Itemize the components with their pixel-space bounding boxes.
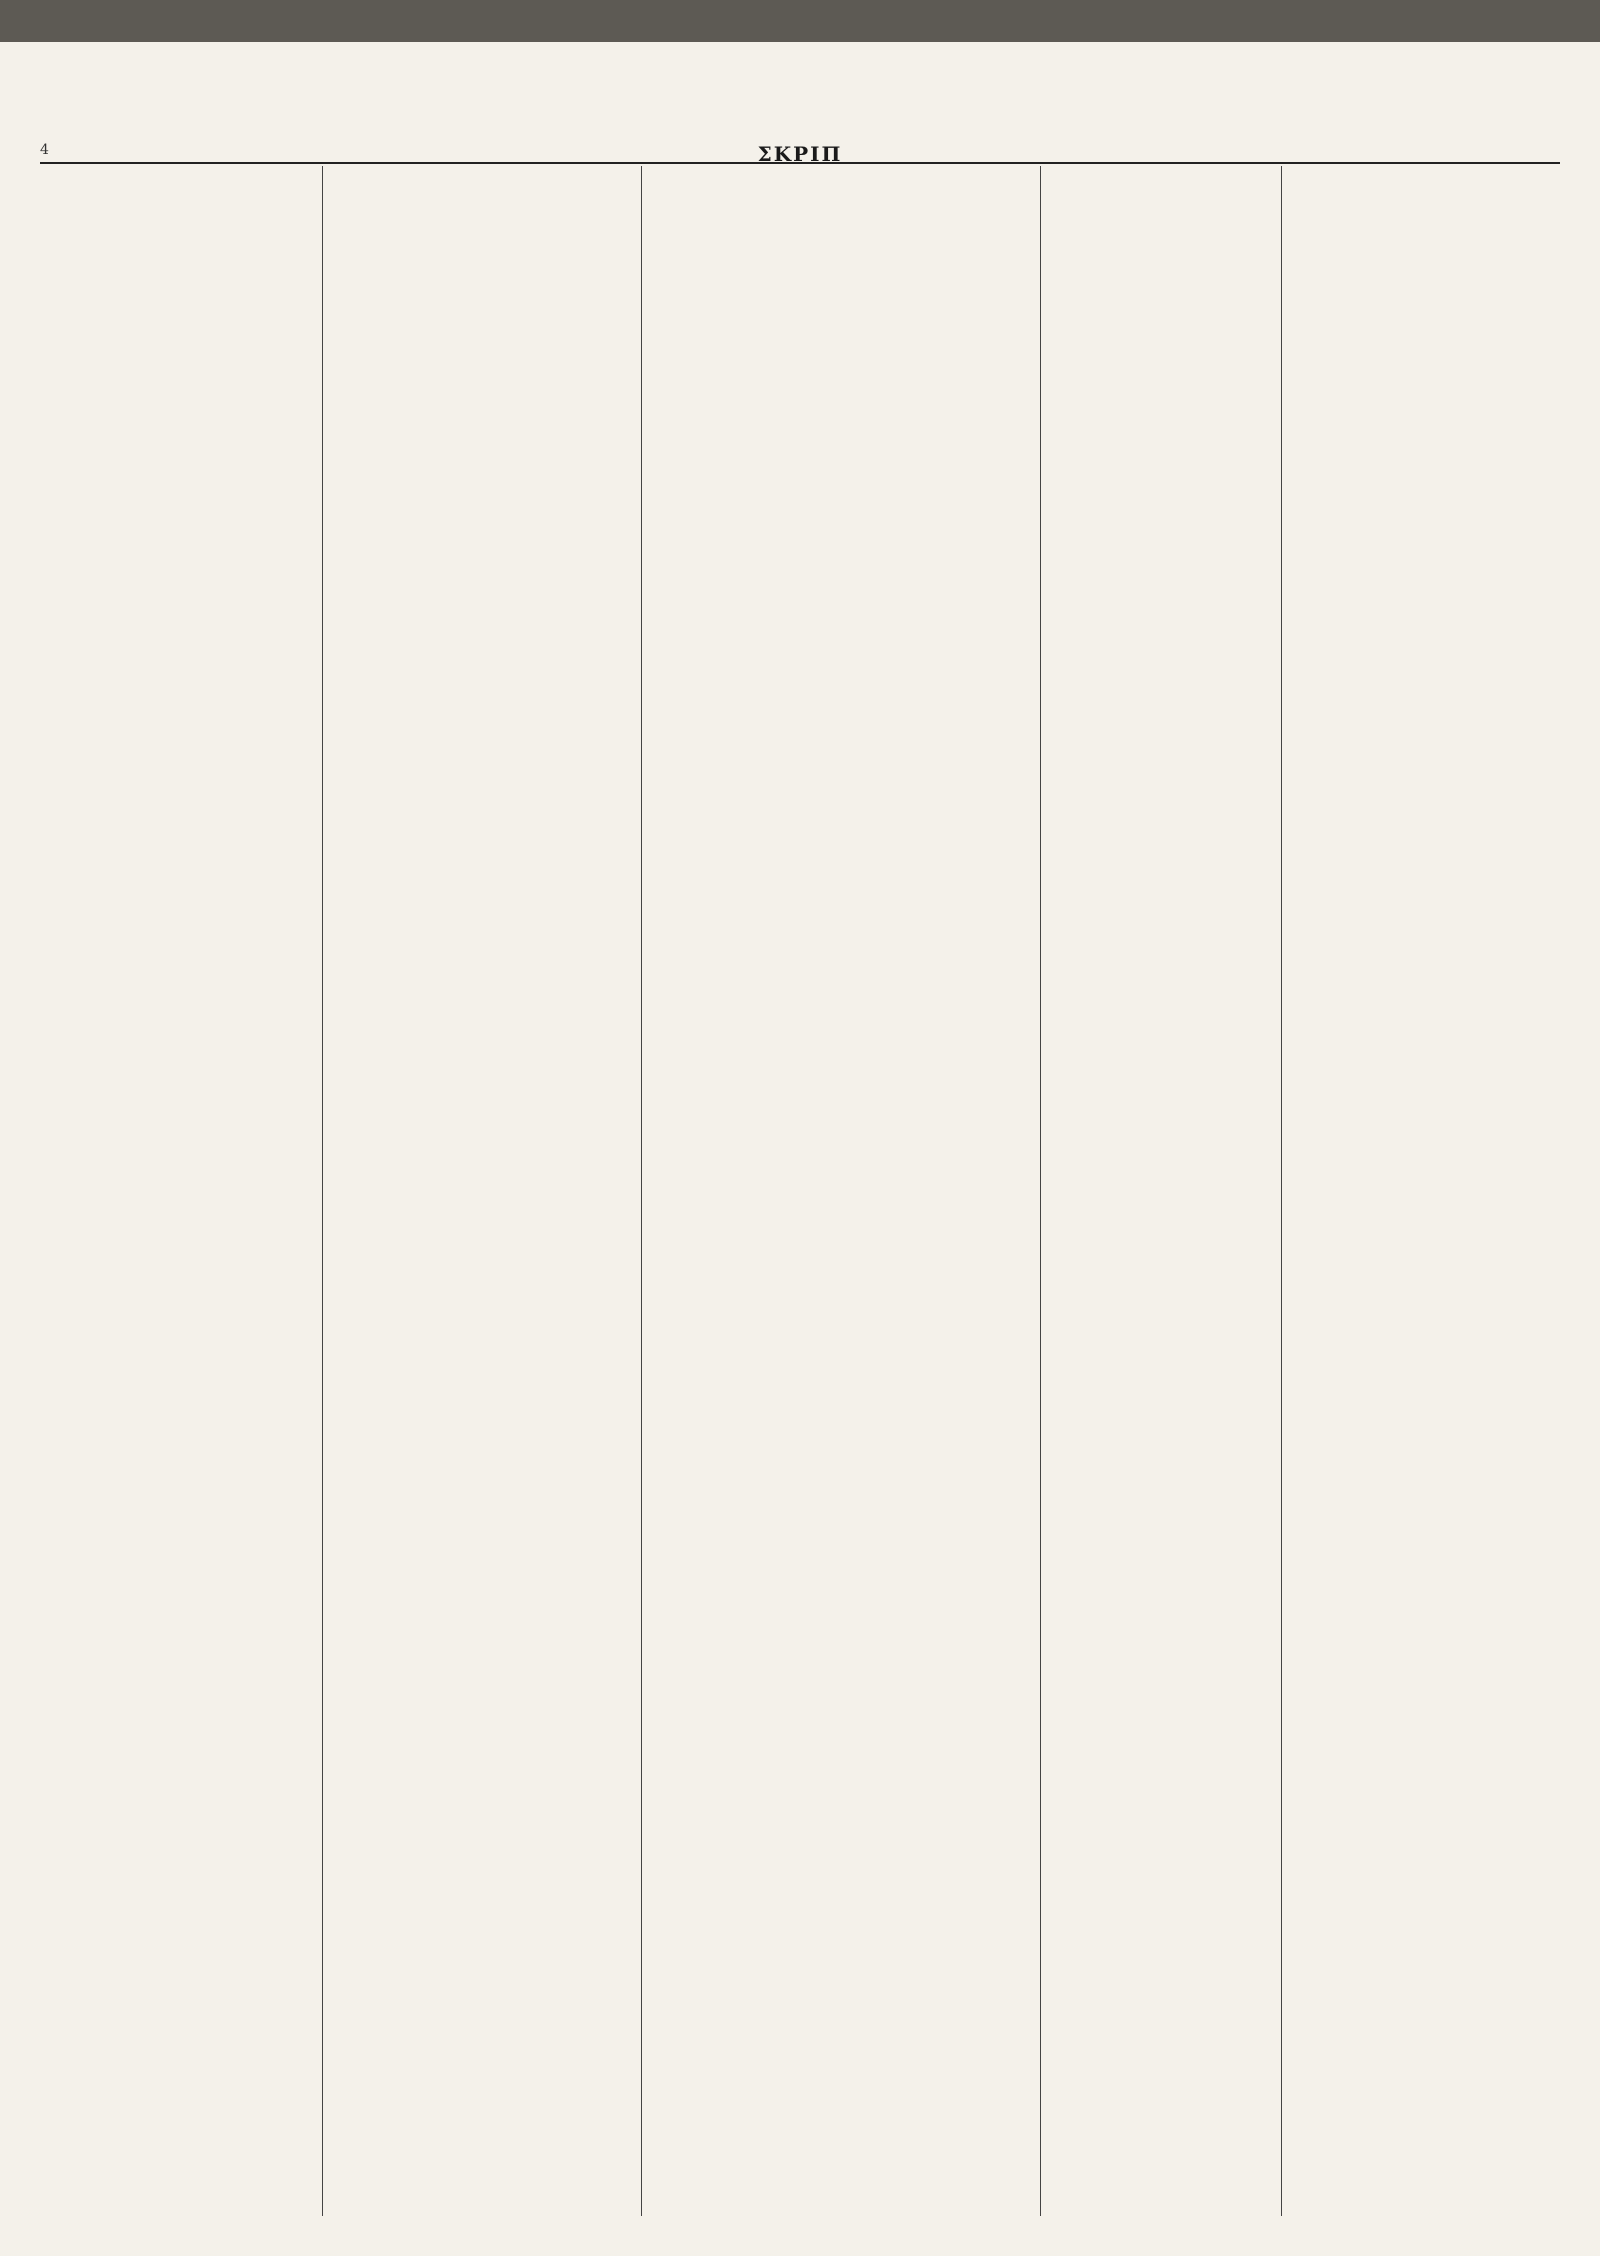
top-dark-band (0, 0, 1600, 42)
column-rule-1 (322, 166, 323, 2216)
page-number: 4 (40, 142, 49, 158)
column-rule-4 (1281, 166, 1282, 2216)
masthead-rule (40, 162, 1560, 164)
column-rule-2 (641, 166, 642, 2216)
masthead-title: ΣΚΡΙΠ (757, 142, 843, 166)
column-rule-3 (1040, 166, 1041, 2216)
